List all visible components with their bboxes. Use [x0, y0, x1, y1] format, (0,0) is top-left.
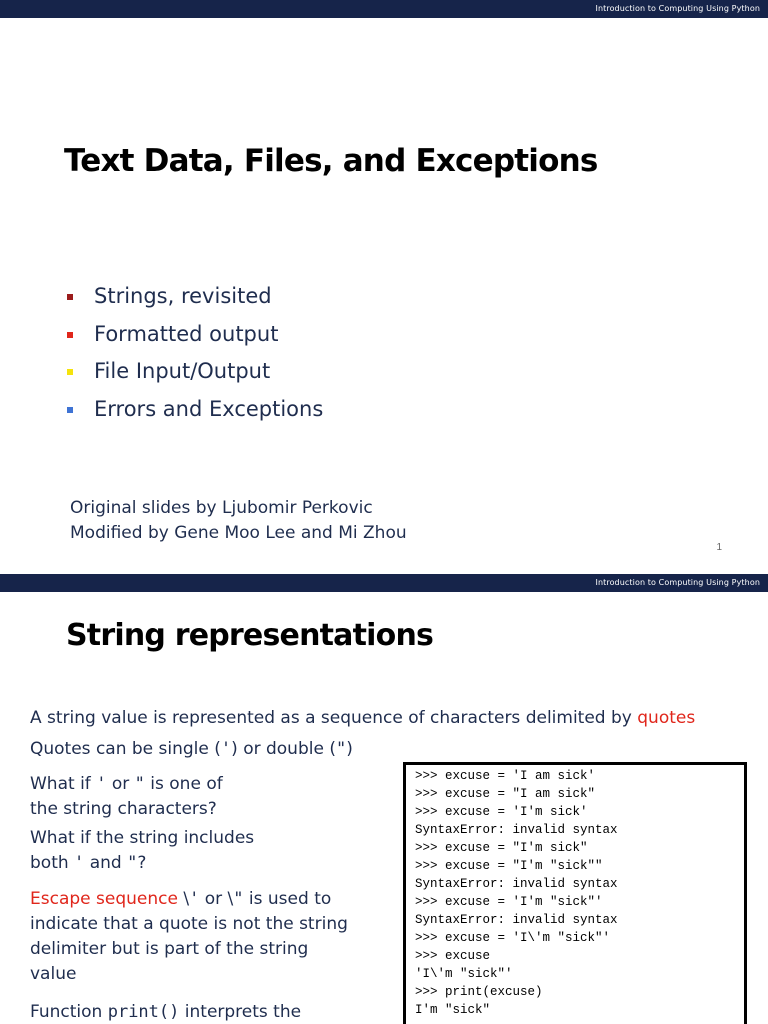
course-title: Introduction to Computing Using Python [595, 578, 760, 587]
quotes-highlight: quotes [637, 708, 696, 728]
text-fragment: is used to [243, 889, 332, 909]
code-line: >>> excuse = "I'm sick" [415, 841, 588, 855]
header-bar [0, 574, 768, 592]
question-1 [30, 772, 223, 822]
topic-list [64, 284, 323, 434]
text-fragment: value [30, 964, 77, 984]
code-line: >>> excuse = "I'm "sick"" [415, 859, 603, 873]
print-function: print() [107, 1002, 180, 1022]
topic-label: Formatted output [94, 321, 279, 346]
code-line: 'I\'m "sick"' [415, 967, 513, 981]
escape-highlight: Escape sequence [30, 889, 178, 909]
intro-text [30, 706, 695, 731]
text-fragment: ) [346, 739, 353, 759]
quotes-line [30, 737, 353, 762]
code-line: SyntaxError: invalid syntax [415, 913, 618, 927]
text-fragment: \ [177, 889, 190, 909]
topic-item [64, 284, 323, 322]
code-line: >>> excuse = "I am sick" [415, 787, 596, 801]
text-fragment: both [30, 853, 75, 873]
single-quote-char: ' [96, 774, 107, 794]
text-fragment: and [84, 853, 128, 873]
topic-item [64, 397, 323, 435]
course-title: Introduction to Computing Using Python [595, 4, 760, 13]
credits [70, 496, 407, 546]
header-bar [0, 0, 768, 18]
double-quote-char: " [127, 853, 138, 873]
slide-title: Text Data, Files, and Exceptions [64, 143, 598, 179]
function-line [30, 1000, 301, 1024]
question-2 [30, 826, 254, 876]
code-line: >>> excuse = 'I\'m "sick"' [415, 931, 611, 945]
topic-label: Strings, revisited [94, 284, 272, 308]
text-fragment: Quotes can be single ( [30, 739, 221, 759]
text-fragment: or [106, 774, 135, 794]
single-quote-char: ' [220, 739, 232, 759]
escape-sequence-text [30, 887, 348, 987]
topic-item [64, 322, 323, 360]
slide-title: String representations [66, 618, 434, 653]
topic-label: Errors and Exceptions [94, 396, 324, 421]
text-fragment: indicate that a quote is not the string [30, 914, 348, 934]
text-fragment: What if [30, 774, 97, 794]
text-fragment: ) or double ( [231, 739, 336, 759]
double-quote-char: " [233, 889, 244, 909]
text-fragment: is one of [144, 774, 223, 794]
code-line: >>> excuse [415, 949, 491, 963]
bullet-square-icon [67, 294, 73, 300]
text-fragment: or \ [199, 889, 234, 909]
page-number: 1 [716, 542, 722, 553]
code-lines [406, 765, 744, 1019]
text-fragment: Function [30, 1002, 108, 1022]
topic-label: File Input/Output [94, 359, 271, 383]
double-quote-char: " [134, 774, 145, 794]
code-line: >>> excuse = 'I am sick' [415, 769, 596, 783]
python-shell-box [403, 762, 747, 1024]
code-line: >>> print(excuse) [415, 985, 543, 999]
code-line: >>> excuse = 'I'm sick' [415, 805, 588, 819]
text-fragment: the string characters? [30, 799, 217, 819]
topic-item [64, 359, 323, 397]
text-fragment: ? [137, 853, 147, 873]
intro-prefix: A string value is represented as a sequence of characters delimited by [30, 708, 638, 728]
code-line: >>> excuse = 'I'm "sick"' [415, 895, 603, 909]
double-quote-char: " [335, 739, 347, 759]
single-quote-char: ' [74, 853, 85, 873]
bullet-square-icon [67, 369, 73, 375]
slide-2 [0, 574, 768, 1024]
code-line: I'm "sick" [415, 1003, 491, 1017]
bullet-square-icon [67, 332, 73, 338]
single-quote-char: ' [189, 889, 200, 909]
text-fragment: What if the string includes [30, 828, 255, 848]
bullet-square-icon [67, 407, 73, 413]
code-line: SyntaxError: invalid syntax [415, 823, 618, 837]
text-fragment: interprets the [179, 1002, 302, 1022]
code-line: SyntaxError: invalid syntax [415, 877, 618, 891]
text-fragment: delimiter but is part of the string [30, 939, 309, 959]
credit-line: Modified by Gene Moo Lee and Mi Zhou [70, 523, 407, 543]
credit-line: Original slides by Ljubomir Perkovic [70, 498, 373, 518]
